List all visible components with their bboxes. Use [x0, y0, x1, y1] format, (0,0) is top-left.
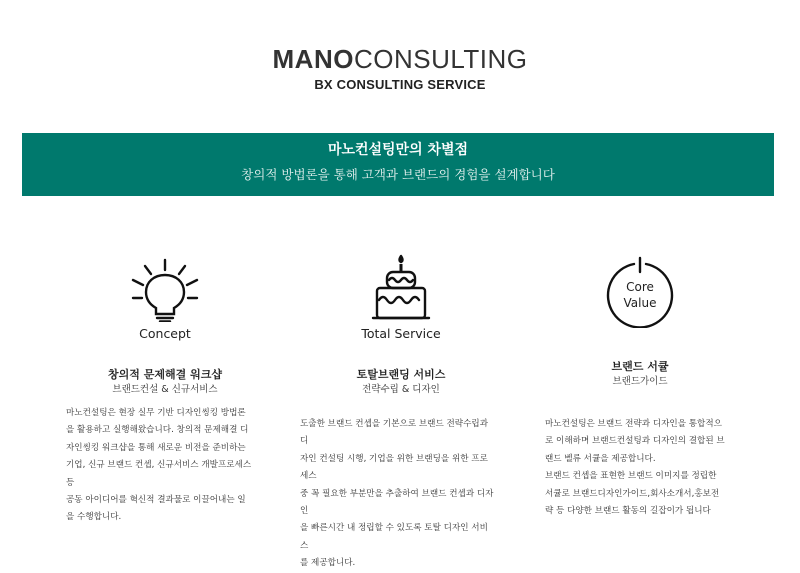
header-subtitle: BX CONSULTING SERVICE	[314, 77, 486, 92]
desc-line: 을 활용하고 실행해왔습니다. 창의적 문제해결 디	[66, 425, 249, 436]
desc-line: 등	[66, 477, 75, 488]
feature-column-core-value	[530, 240, 750, 388]
desc-line: 자인 컨설팅 시행, 기업을 위한 브랜딩을 위한 프로세스	[300, 453, 488, 482]
desc-line: 략 등 다양한 브랜드 활동의 길잡이가 됩니다	[545, 506, 711, 517]
icon-caption: Concept	[139, 326, 191, 341]
core-value-line1: Core	[626, 280, 654, 294]
feature-description-core-value	[545, 416, 741, 520]
feature-subtitle: 브랜드컨설 & 신규서비스	[112, 384, 218, 395]
feature-description-concept	[66, 405, 262, 527]
desc-line: 서큘로 브랜드디자인가이드,회사소개서,홍보전	[545, 488, 720, 499]
feature-title: 토탈브랜딩 서비스	[356, 368, 446, 381]
desc-line: 마노컨설팅은 현장 실무 기반 디자인씽킹 방법론	[66, 408, 246, 418]
icon-caption: Total Service	[361, 326, 441, 341]
feature-title: 창의적 문제해결 워크샵	[108, 368, 222, 381]
feature-column-total-service	[291, 240, 511, 396]
desc-line: 을 수행합니다.	[66, 512, 122, 523]
core-value-line2: Value	[623, 296, 657, 310]
desc-line: 공동 아이디어를 혁신적 결과물로 이끌어내는 일	[66, 495, 246, 506]
desc-line: 자인씽킹 워크샵을 통해 새로운 비전을 준비하는	[66, 442, 246, 453]
power-icon	[530, 240, 750, 328]
desc-line: 기업, 신규 브랜드 컨셉, 신규서비스 개발프로세스	[66, 460, 252, 471]
feature-column-concept	[55, 240, 275, 396]
desc-line: 을 빠른시간 내 정립할 수 있도록 토탈 디자인 서비스	[300, 523, 488, 551]
banner-title: 마노컨설팅만의 차별점	[327, 142, 469, 158]
desc-line: 를 제공합니다.	[300, 558, 356, 569]
feature-description-total-service	[300, 416, 496, 573]
logo-bold-text: MANO	[272, 44, 354, 74]
feature-subtitle: 브랜드가이드	[612, 376, 668, 387]
lightbulb-icon	[55, 240, 275, 322]
cake-icon	[291, 240, 511, 322]
desc-line: 마노컨설팅은 브랜드 전략과 디자인을 통합적으	[545, 419, 722, 429]
header	[0, 44, 800, 92]
desc-line: 중 꼭 필요한 부분만을 추출하여 브랜드 컨셉과 디자인	[300, 488, 494, 517]
logo	[0, 44, 800, 74]
logo-light-text: CONSULTING	[353, 44, 528, 74]
banner	[22, 133, 774, 196]
banner-subtitle: 창의적 방법론을 통해 고객과 브랜드의 경험을 설계합니다	[241, 167, 555, 182]
desc-line: 도출한 브랜드 컨셉을 기본으로 브랜드 전략수립과 디	[300, 419, 488, 447]
feature-title: 브랜드 서큘	[611, 360, 669, 373]
desc-line: 랜드 벨류 서큘을 제공합니다.	[545, 453, 656, 464]
feature-subtitle: 전략수립 & 디자인	[362, 384, 440, 395]
desc-line: 로 이해하며 브랜드컨설팅과 디자인의 결합된 브	[545, 436, 725, 447]
desc-line: 브랜드 컨셉을 표현한 브랜드 이미지를 정립한	[545, 471, 717, 482]
